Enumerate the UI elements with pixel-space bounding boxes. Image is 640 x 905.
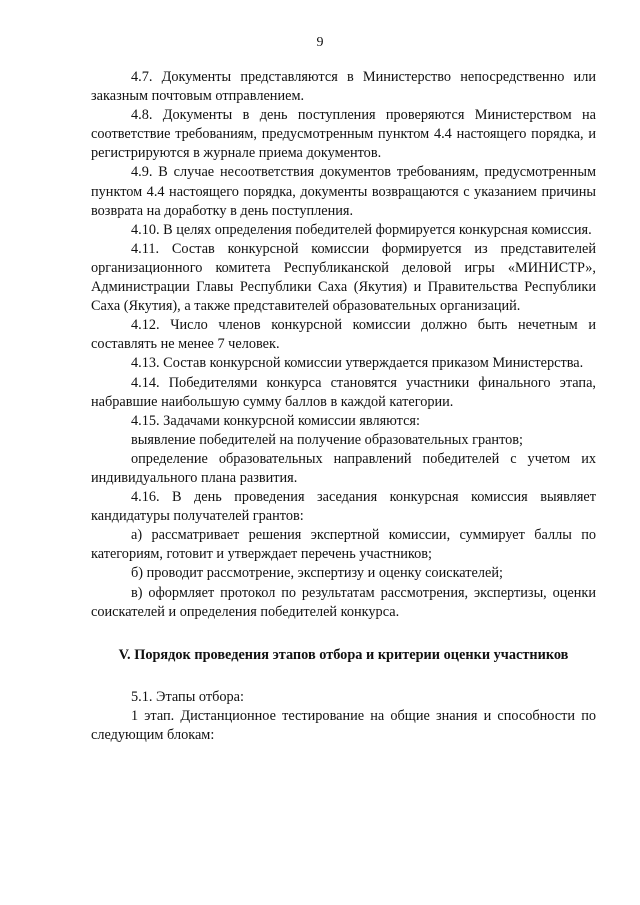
- paragraph-4-7: 4.7. Документы представляются в Министерство непосредственно или заказным почтовым отправлением.: [91, 69, 596, 105]
- paragraph-4-8: 4.8. Документы в день поступления проверяются Министерством на соответствие требованиям, предусмотренным пунктом 4.4 настоящего порядка, и регистрируются в журнале приема документов.: [91, 107, 596, 162]
- paragraph-4-14: 4.14. Победителями конкурса становятся участники финального этапа, набравшие наибольшую сумму баллов в каждой категории.: [91, 374, 596, 410]
- paragraph-4-9: 4.9. В случае несоответствия документов требованиям, предусмотренным пунктом 4.4 настоящего порядка, документы возвращаются с указанием причины возврата на доработку в день поступления.: [91, 164, 596, 219]
- list-item-b: б) проводит рассмотрение, экспертизу и оценку соискателей;: [131, 565, 503, 582]
- list-item-task-2: определение образовательных направлений победителей с учетом их индивидуального плана развития.: [91, 450, 596, 486]
- paragraph-4-10: 4.10. В целях определения победителей формируется конкурсная комиссия.: [131, 221, 592, 238]
- paragraph-4-16: 4.16. В день проведения заседания конкурсная комиссия выявляет кандидатуры получателей грантов:: [91, 489, 596, 525]
- paragraph-4-11: 4.11. Состав конкурсной комиссии формируется из представителей организационного комитета Республиканской деловой игры «МИНИСТР», Администрации Главы Республики Саха (Якутия) и Правительства Республики Саха (Якутия), а также представителей образовательных организаций.: [91, 240, 596, 315]
- paragraph-4-13: 4.13. Состав конкурсной комиссии утверждается приказом Министерства.: [131, 355, 584, 372]
- paragraph-5-1: 5.1. Этапы отбора:: [131, 688, 244, 705]
- section-heading: V. Порядок проведения этапов отбора и критерии оценки участников: [118, 646, 569, 663]
- paragraph-4-12: 4.12. Число членов конкурсной комиссии должно быть нечетным и составлять не менее 7 человек.: [91, 317, 596, 353]
- paragraph-4-15: 4.15. Задачами конкурсной комиссии являются:: [131, 412, 420, 429]
- page-number: 9: [316, 35, 324, 50]
- list-item-c: в) оформляет протокол по результатам рассмотрения, экспертизы, оценки соискателей и определения победителей конкурса.: [91, 584, 596, 620]
- list-item-a: а) рассматривает решения экспертной комиссии, суммирует баллы по категориям, готовит и утверждает перечень участников;: [91, 527, 596, 563]
- document-body: [91, 68, 596, 745]
- paragraph-stage-1: 1 этап. Дистанционное тестирование на общие знания и способности по следующим блокам:: [91, 707, 596, 743]
- list-item-task-1: выявление победителей на получение образовательных грантов;: [131, 431, 524, 448]
